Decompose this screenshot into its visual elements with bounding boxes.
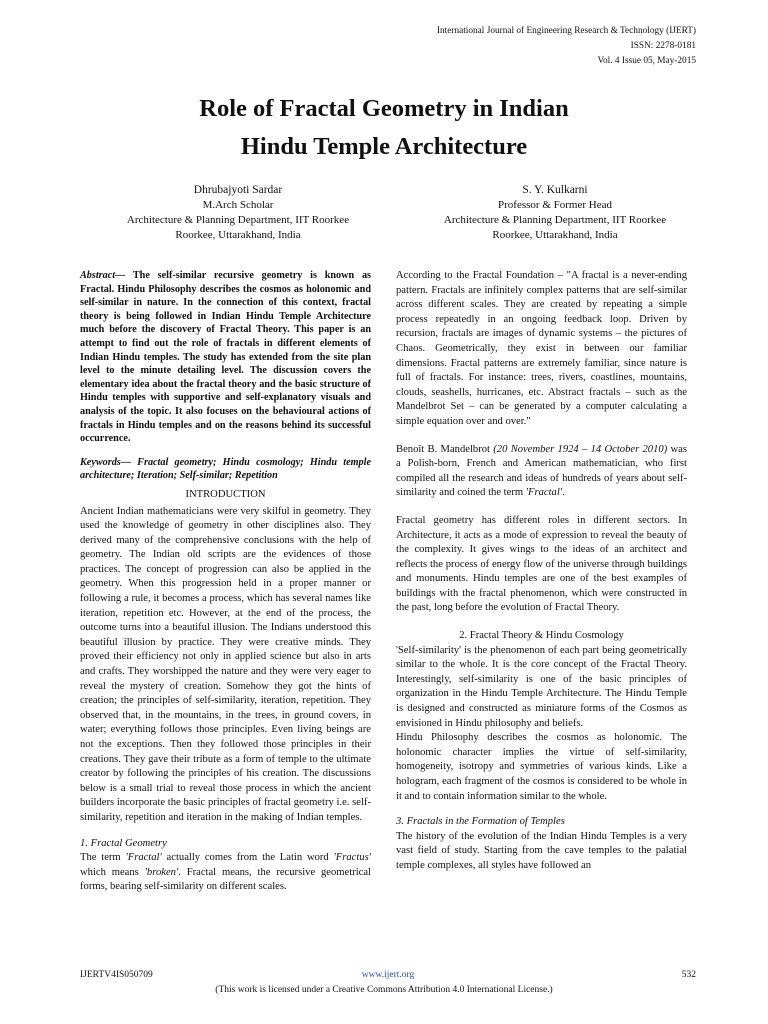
license-note: (This work is licensed under a Creative Commons Attribution 4.0 International License.)	[215, 985, 553, 995]
author-block-1	[88, 183, 388, 243]
author-name: Dhrubajyoti Sardar	[193, 184, 283, 196]
right-column	[396, 269, 687, 874]
mandelbrot-paragraph: Benoît B. Mandelbrot (20 November 1924 – 14 October 2010) was a Polish-born, French and American mathematician, who first compiled all the research and ideas of hundreds of years about self-similarity and coined the term 'Fractal'.	[396, 443, 688, 499]
abstract-text: The self-similar recursive geometry is known as Fractal. Hindu Philosophy describes the cosmos as holonomic and self-similar in nature. In the connection of this context, fractal theory is being followed in Indian Hindu Temple Architecture much before the discovery of Fractal Theory. This paper is an attempt to find out the role of fractals in different elements of Indian Hindu temples. The study has extended from the site plan level to the minute detailing level. The discussion covers the elementary idea about the fractal theory and the basic structure of Hindu temples with supportive and self-explanatory visuals and analysis of the topic. It also focuses on the behavioural actions of fractals in Hindu temples and on the reasons behind its successful occurrence.	[80, 270, 371, 445]
journal-volume: Vol. 4 Issue 05, May-2015	[597, 56, 696, 66]
fractal-foundation-paragraph: According to the Fractal Foundation – "A fractal is a never-ending pattern. Fractals are infinitely complex patterns that are self-similar across different scales. They are created by repeating a simple process repeatedly in an ongoing feedback loop. Driven by recursion, fractals are images of dynamic systems – the pictures of Chaos. Geometrically, they exist in between our familiar dimensions. Fractal patterns are extremely familiar, since nature is full of fractals. For instance: trees, rivers, coastlines, mountains, clouds, seashells, hurricanes, etc. Abstract fractals – such as the Mandelbrot Set – can be generated by a computer calculating a simple equation over and over."	[396, 270, 687, 427]
keywords-lead: Keywords—	[80, 456, 131, 468]
journal-header	[437, 24, 696, 69]
author-dept: Architecture & Planning Department, IIT Roorkee	[126, 214, 350, 226]
left-column	[80, 269, 371, 895]
author-block-2	[405, 183, 705, 243]
keywords-text: Fractal geometry; Hindu cosmology; Hindu temple architecture; Iteration; Self-similar; Repetition	[80, 456, 371, 482]
holonomic-paragraph: Hindu Philosophy describes the cosmos as holonomic. The holonomic character implies the virtue of self-similarity, homogeneity, isotropy and symmetries of various kinds. Like a hologram, each fragment of the cosmos is considered to be whole in it and to contain information similar to the whole.	[396, 732, 687, 802]
author-name: S. Y. Kulkarni	[522, 184, 588, 196]
introduction-text: Ancient Indian mathematicians were very skilful in geometry. They used the knowledge of geometry in other disciplines also. They derived many of the comprehensive conclusions with the help of geometry. The Indian old scripts are the evidences of those practices. The concept of progression can also be applied in the geometry. When this progression held in a proper manner or following a rule, it becomes a process, which has several names like iteration, repetition etc. However, at the end of the process, the outcome turns into a beautiful illusion. The Indians understood this beautiful illusion by practice. They were creative minds. They proved their efficiency not only in applied science but also in arts and crafts. They worshipped the nature and they were very eager to reveal the mystery of creation. Somehow they got the hints of creation; the principles of self-similarity, iteration, repetition. They observed that, in the mountains, in the trees, in ground covers, in water; everything follows those principles. Even living beings are not the exceptions. Then they followed those principles in their creations. They gave their tribute as a form of temple to the ultimate creator by following the principles of his creation. The discussions below is a small trial to reveal those process in which the ancient builders incorporate the basic principles of fractal geometry i.e. self-similarity, repetition and iteration in the making of Indian temples.	[80, 505, 371, 823]
fractal-geometry-text: The term 'Fractal' actually comes from the Latin word 'Fractus' which means 'broken'. Fractal means, the recursive geometrical forms, bearing self-similarity on different scales.	[80, 852, 371, 893]
paper-title	[60, 90, 708, 166]
fractal-geometry-heading: 1. Fractal Geometry	[80, 837, 167, 849]
keywords	[80, 456, 371, 483]
paper-id: IJERTV4IS050709	[80, 970, 153, 980]
title-line-1: Role of Fractal Geometry in Indian	[199, 95, 569, 122]
author-location: Roorkee, Uttarakhand, India	[492, 229, 618, 241]
journal-name: International Journal of Engineering Research & Technology (IJERT)	[436, 26, 696, 36]
fractal-roles-paragraph: Fractal geometry has different roles in different sectors. In Architecture, it acts as a mode of expression to reveal the beauty of the complexity. It gives wings to the ideas of an architect and reflects the process of energy flow of the universe through buildings and monuments. Hindu temples are one of the best examples of buildings with the fractal phenomenon, which were constructed in the past, long before the evolution of Fractal Theory.	[396, 514, 687, 614]
formation-heading: 3. Fractals in the Formation of Temples	[396, 816, 565, 828]
self-similarity-paragraph: 'Self-similarity' is the phenomenon of each part being geometrically similar to the whole. It is the core concept of the Fractal Theory. Interestingly, self-similarity is one of the basic principles of organization in the Hindu Temple Architecture. The Hindu Temple is designed and constructed as miniature forms of the Cosmos as envisioned in Hindu philosophy and beliefs.	[396, 644, 687, 729]
author-role: Professor & Former Head	[498, 199, 612, 211]
title-line-2: Hindu Temple Architecture	[240, 133, 528, 160]
introduction-heading: INTRODUCTION	[185, 488, 266, 500]
temple-history-paragraph: The history of the evolution of the Indian Hindu Temples is a very vast field of study. Starting from the cave temples to the palatial temple complexes, all styles have followed an	[396, 830, 687, 871]
author-dept: Architecture & Planning Department, IIT Roorkee	[443, 214, 667, 226]
author-role: M.Arch Scholar	[202, 199, 274, 211]
cosmology-heading: 2. Fractal Theory & Hindu Cosmology	[459, 630, 624, 642]
journal-issn: ISSN: 2278-0181	[630, 41, 696, 51]
journal-url-link[interactable]: www.ijert.org	[361, 970, 415, 980]
author-location: Roorkee, Uttarakhand, India	[175, 229, 301, 241]
abstract-lead: Abstract—	[80, 270, 126, 281]
page-number: 532	[681, 970, 696, 980]
abstract	[80, 269, 371, 446]
